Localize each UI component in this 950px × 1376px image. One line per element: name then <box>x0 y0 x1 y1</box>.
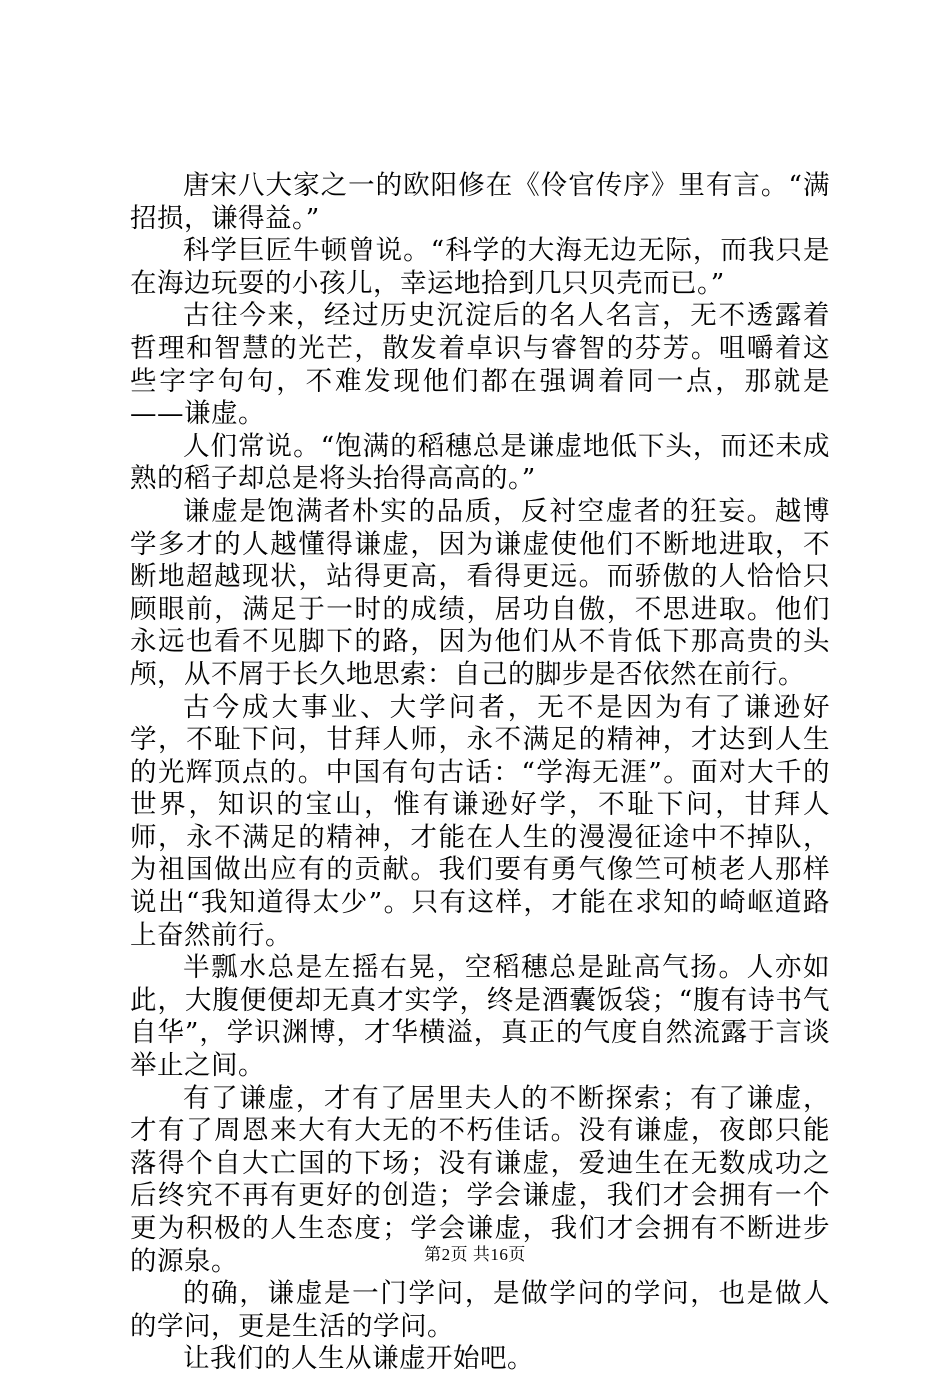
paragraph: 的确，谦虚是一门学问，是做学问的学问，也是做人的学问，更是生活的学问。 <box>130 1278 830 1342</box>
paragraph: 让我们的人生从谦虚开始吧。 <box>183 1343 534 1375</box>
paragraph: 古今成大事业、大学问者，无不是因为有了谦逊好学，不耻下问，甘拜人师，永不满足的精神，才达到人生的光辉顶点的。中国有句古话：“学海无涯”。面对大千的世界，知识的宝山，惟有谦逊好学，不耻下问，甘拜人师，永不满足的精神，才能在人生的漫漫征途中不掉队，为祖国做出应有的贡献。我们要有勇气像竺可桢老人那样说出“我知道得太少”。只有这样，才能在求知的崎岖道路上奋然前行。 <box>130 691 830 951</box>
paragraph: 古往今来，经过历史沉淀后的名人名言，无不透露着哲理和智慧的光芒，散发着卓识与睿智的芬芳。咀嚼着这些字字句句，不难发现他们都在强调着同一点，那就是——谦虚。 <box>130 300 830 430</box>
paragraph: 人们常说。“饱满的稻穗总是谦虚地低下头，而还未成熟的稻子却总是将头抬得高高的。” <box>130 430 830 495</box>
paragraph: 谦虚是饱满者朴实的品质，反衬空虚者的狂妄。越博学多才的人越懂得谦虚，因为谦虚使他们不断地进取，不断地超越现状，站得更高，看得更远。而骄傲的人恰恰只顾眼前，满足于一时的成绩，居功自傲，不思进取。他们永远也看不见脚下的路，因为他们从不肯低下那高贵的头颅，从不屑于长久地思索：自己的脚步是否依然在前行。 <box>130 495 830 690</box>
page-number-footer: 第2页 共16页 <box>424 1245 526 1264</box>
paragraph: 科学巨匠牛顿曾说。“科学的大海无边无际，而我只是在海边玩耍的小孩儿，幸运地拾到几只贝壳而已。” <box>130 235 830 299</box>
paragraph: 半瓢水总是左摇右晃，空稻穗总是趾高气扬。人亦如此，大腹便便却无真才实学，终是酒囊饭袋；“腹有诗书气自华”，学识渊博，才华横溢，真正的气度自然流露于言谈举止之间。 <box>130 952 830 1082</box>
paragraph: 唐宋八大家之一的欧阳修在《伶官传序》里有言。“满招损，谦得益。” <box>130 170 830 234</box>
document-body <box>130 170 830 1376</box>
paragraph: 有了谦虚，才有了居里夫人的不断探索；有了谦虚，才有了周恩来大有大无的不朽佳话。没有谦虚，夜郎只能落得个自大亡国的下场；没有谦虚，爱迪生在无数成功之后终究不再有更好的创造；学会谦虚，我们才会拥有一个更为积极的人生态度；学会谦虚，我们才会拥有不断进步的源泉。 <box>130 1082 830 1277</box>
